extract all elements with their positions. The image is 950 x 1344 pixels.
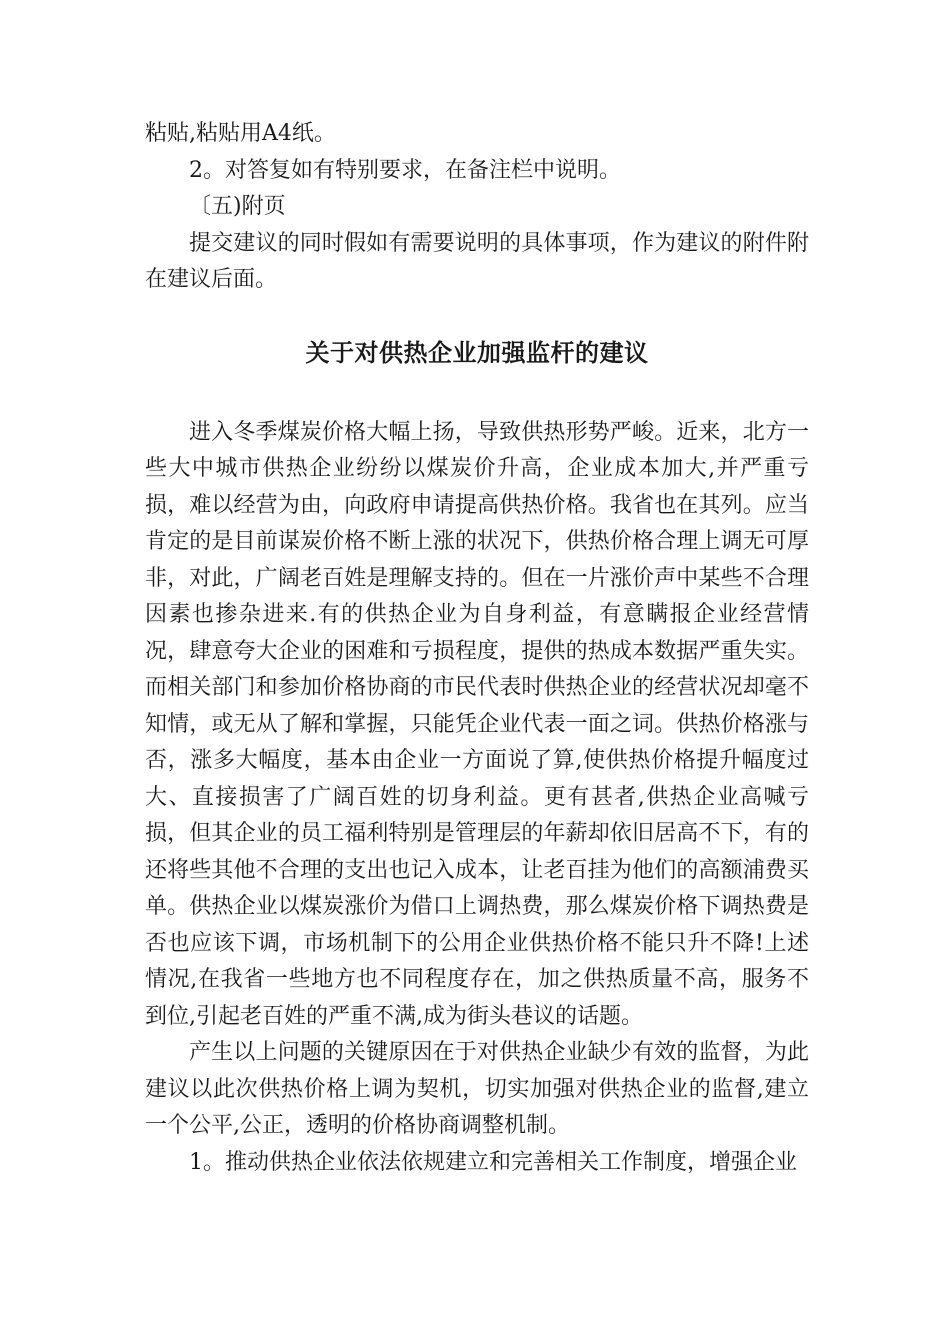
section-heading-attachment: 〔五)附页: [189, 194, 286, 219]
paragraph-body-3: 1。推动供热企业依法依规建立和完善相关工作制度，增强企业: [189, 1149, 797, 1175]
paragraph-body-1: 进入冬季煤炭价格大幅上扬，导致供热形势严峻。近来，北方一些大中城市供热企业纷纷以煤炭价升高，企业成本加大,并严重亏损，难以经营为由，向政府申请提高供热价格。我省也在其列。应当肯定的是目前谋炭价格不断上涨的状况下，供热价格合理上调无可厚非，对此，广阔老百姓是理解支持的。但在一片涨价声中某些不合理因素也掺杂进来.有的供热企业为自身利益，有意瞒报企业经营情况，肆意夸大企业的困难和亏损程度，提供的热成本数据严重失实。而相关部门和参加价格协商的市民代表时供热企业的经营状况却毫不知情，或无从了解和掌握，只能凭企业代表一面之词。供热价格涨与否，涨多大幅度，基本由企业一方面说了算,使供热价格提升幅度过大、直接损害了广阔百姓的切身利益。更有甚者,供热企业高喊亏损，但其企业的员工福利特别是管理层的年薪却依旧居高不下，有的还将些其他不合理的支出也记入成本，让老百挂为他们的高额浦费买单。供热企业以煤炭涨价为借口上调热费，那么煤炭价格下调热费是否也应该下调，市场机制下的公用企业供热价格不能只升不降!上述情况,在我省一些地方也不同程度存在，加之供热质量不高，服务不到位,引起老百姓的严重不满,成为街头巷议的话题。: [145, 419, 809, 1029]
paragraph-attachment-desc: 提交建议的同时假如有需要说明的具体事项，作为建议的附件附在建议后面。: [145, 230, 809, 292]
paragraph-body-2: 产生以上问题的关键原因在于对供热企业缺少有效的监督，为此建议以此次供热价格上调为契机，切实加强对供热企业的监督,建立一个公平,公正，透明的价格协商调整机制。: [145, 1040, 809, 1138]
document-page: [145, 116, 809, 1181]
document-title: 关于对供热企业加强监杆的建议: [305, 338, 649, 367]
paragraph-special-requirement: 2。对答复如有特别要求，在备注栏中说明。: [189, 157, 621, 183]
paragraph-paste-note: 粘贴,粘贴用A4纸。: [145, 121, 336, 146]
